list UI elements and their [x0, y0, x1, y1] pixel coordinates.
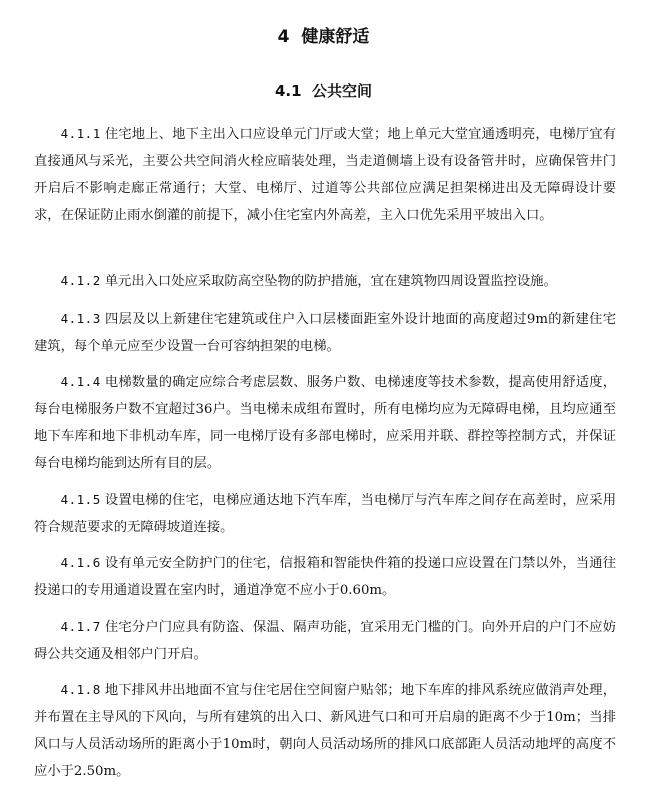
- clause-4-1-7: [34, 613, 616, 668]
- section-number: 4.1: [274, 82, 302, 100]
- clause-text: 设有单元安全防护门的住宅，信报箱和智能快件箱的投递口应设置在门禁以外，当通往投递口的专用通道设置在室内时，通道净宽不应小于0.60m。: [34, 556, 616, 598]
- chapter-title: 健康舒适: [301, 27, 370, 47]
- clause-number: 4.1.7: [60, 619, 101, 634]
- clause-4-1-5: [34, 486, 616, 541]
- clause-text: 电梯数量的确定应综合考虑层数、服务户数、电梯速度等技术参数，提高使用舒适度，每台电梯服务户数不宜超过36户。当电梯未成组布置时，所有电梯均应为无障碍电梯，且均应通至地下车库和地下非机动车库，同一电梯厅设有多部电梯时，应采用并联、群控等控制方式，并保证每台电梯均能到达所有目的层。: [34, 375, 616, 471]
- clause-number: 4.1.6: [60, 555, 101, 570]
- clause-text: 住宅地上、地下主出入口应设单元门厅或大堂；地上单元大堂宜通透明亮，电梯厅宜有直接通风与采光，主要公共空间消火栓应暗装处理，当走道侧墙上设有设备管井时，应确保管井门开启后不影响走廊正常通行；大堂、电梯厅、过道等公共部位应满足担架梯进出及无障碍设计要求，在保证防止雨水倒灌的前提下，减小住宅室内外高差，主入口优先采用平坡出入口。: [34, 127, 616, 223]
- section-title: 公共空间: [312, 82, 373, 100]
- clause-4-1-1: [34, 120, 616, 229]
- clause-text: 住宅分户门应具有防盗、保温、隔声功能，宜采用无门槛的门。向外开启的户门不应妨碍公共交通及相邻户门开启。: [34, 620, 616, 662]
- clause-number: 4.1.4: [60, 374, 101, 389]
- clause-4-1-3: [34, 305, 616, 360]
- clause-4-1-4: [34, 368, 616, 477]
- clause-number: 4.1.3: [60, 311, 101, 326]
- clause-text: 四层及以上新建住宅建筑或住户入口层楼面距室外设计地面的高度超过9m的新建住宅建筑，每个单元应至少设置一台可容纳担架的电梯。: [34, 312, 616, 354]
- clause-text: 单元出入口处应采取防高空坠物的防护措施，宜在建筑物四周设置监控设施。: [104, 274, 557, 289]
- clause-4-1-2: [34, 267, 616, 295]
- chapter-heading: [0, 22, 647, 47]
- clause-number: 4.1.1: [60, 126, 101, 141]
- clause-number: 4.1.8: [60, 682, 101, 697]
- clause-number: 4.1.2: [60, 273, 101, 288]
- chapter-number: 4: [277, 27, 290, 47]
- clause-4-1-6: [34, 549, 616, 604]
- section-heading: [0, 80, 647, 101]
- clause-4-1-8: [34, 676, 616, 785]
- clause-text: 设置电梯的住宅，电梯应通达地下汽车库，当电梯厅与汽车库之间存在高差时，应采用符合规范要求的无障碍坡道连接。: [34, 493, 616, 535]
- clause-text: 地下排风井出地面不宜与住宅居住空间窗户贴邻；地下车库的排风系统应做消声处理，并布置在主导风的下风向，与所有建筑的出入口、新风进气口和可开启扇的距离不少于10m；当排风口与人员活动场所的距离小于10m时，朝向人员活动场所的排风口底部距人员活动地坪的高度不应小于2.50m。: [34, 683, 616, 779]
- clause-number: 4.1.5: [60, 492, 101, 507]
